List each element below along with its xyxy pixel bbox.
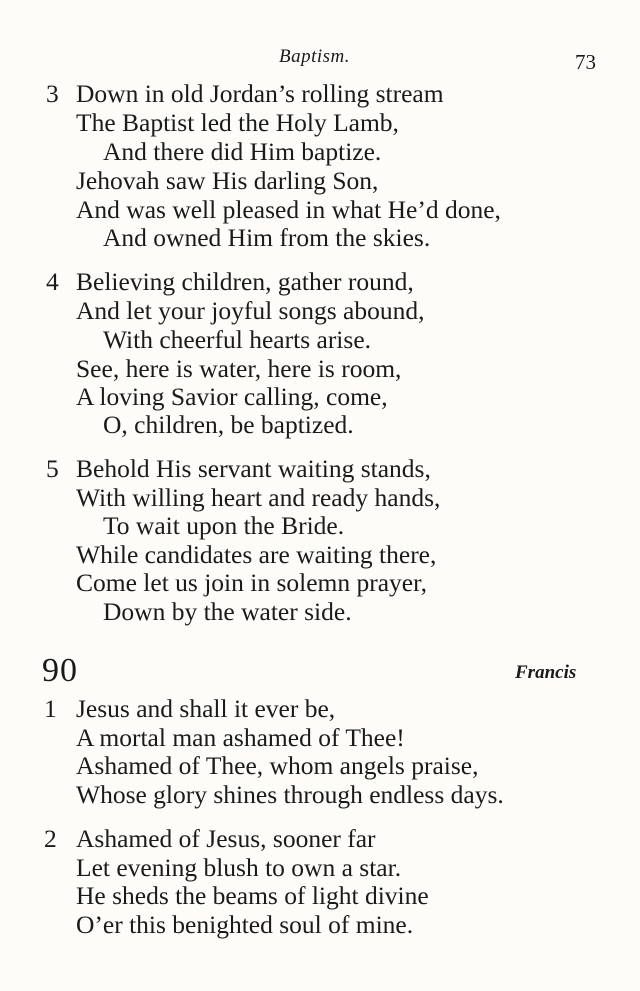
stanza-line: See, here is water, here is room,: [76, 354, 402, 383]
stanza-number: 3: [46, 79, 59, 108]
stanza-number: 2: [44, 824, 57, 853]
stanza-line: Behold His servant waiting stands,: [76, 454, 431, 483]
stanza-line: Whose glory shines through endless days.: [76, 780, 504, 809]
stanza-line: The Baptist led the Holy Lamb,: [76, 108, 399, 137]
stanza-line: Come let us join in solemn prayer,: [76, 568, 427, 597]
stanza-line: O, children, be baptized.: [103, 410, 354, 439]
stanza-line: And there did Him baptize.: [103, 137, 382, 166]
stanza-line: Down by the water side.: [103, 597, 352, 626]
stanza-line: And let your joyful songs abound,: [76, 296, 425, 325]
stanza-number: 5: [46, 454, 59, 483]
stanza-line: He sheds the beams of light divine: [76, 881, 429, 910]
stanza-number: 1: [44, 694, 57, 723]
stanza-line: And owned Him from the skies.: [103, 223, 431, 252]
running-title: Baptism.: [279, 46, 351, 67]
stanza-line: Let evening blush to own a star.: [76, 853, 402, 882]
stanza-number: 4: [46, 267, 59, 296]
stanza-line: A mortal man ashamed of Thee!: [76, 723, 405, 752]
stanza-line: Ashamed of Jesus, sooner far: [76, 824, 376, 853]
page-number: 73: [575, 50, 596, 74]
stanza-line: With willing heart and ready hands,: [76, 483, 441, 512]
stanza-line: Jesus and shall it ever be,: [76, 694, 336, 723]
stanza-line: With cheerful hearts arise.: [103, 325, 372, 354]
stanza-line: Jehovah saw His darling Son,: [76, 166, 379, 195]
stanza-line: O’er this benighted soul of mine.: [76, 910, 414, 939]
stanza-line: While candidates are waiting there,: [76, 540, 437, 569]
stanza-line: To wait upon the Bride.: [103, 511, 345, 540]
stanza-line: Down in old Jordan’s rolling stream: [76, 79, 444, 108]
stanza-line: Ashamed of Thee, whom angels praise,: [76, 751, 479, 780]
stanza-line: And was well pleased in what He’d done,: [76, 195, 501, 224]
hymn-number: 90: [42, 652, 78, 689]
stanza-line: A loving Savior calling, come,: [76, 382, 388, 411]
stanza-line: Believing children, gather round,: [76, 267, 414, 296]
hymn-author: Francis: [515, 662, 577, 683]
